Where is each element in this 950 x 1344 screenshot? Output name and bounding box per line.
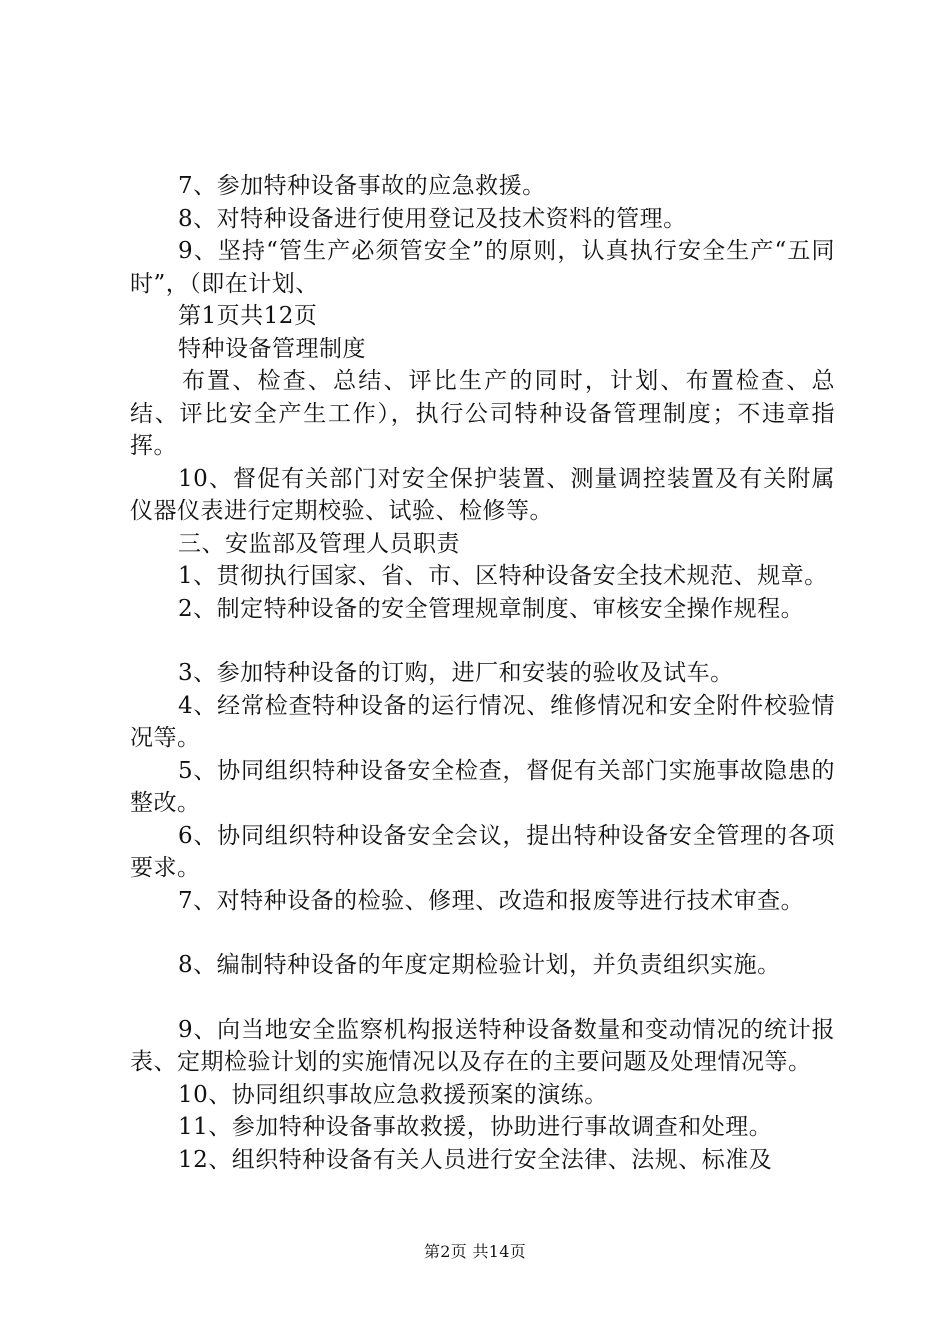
section-title: 特种设备管理制度 — [178, 335, 366, 362]
section-heading: 三、安监部及管理人员职责 — [178, 530, 460, 557]
paragraph: 3、参加特种设备的订购，进厂和安装的验收及试车。 — [178, 660, 734, 686]
paragraph: 10、督促有关部门对安全保护装置、测量调控装置及有关附属仪器仪表进行定期校验、试验、检修等。 — [130, 465, 835, 524]
paragraph: 1、贯彻执行国家、省、市、区特种设备安全技术规范、规章。 — [178, 563, 828, 589]
paragraph: 4、经常检查特种设备的运行情况、维修情况和安全附件校验情况等。 — [130, 692, 835, 751]
document-body — [130, 170, 835, 1176]
paragraph: 5、协同组织特种设备安全检查，督促有关部门实施事故隐患的整改。 — [130, 757, 835, 816]
page-footer: 第2页 共14页 — [423, 1242, 527, 1261]
paragraph: 9、坚持“管生产必须管安全”的原则，认真执行安全生产“五同时”，（即在计划、 — [130, 238, 835, 297]
paragraph: 7、对特种设备的检验、修理、改造和报废等进行技术审查。 — [178, 887, 805, 914]
paragraph: 12、组织特种设备有关人员进行安全法律、法规、标准及 — [178, 1146, 773, 1173]
paragraph: 11、参加特种设备事故救援，协助进行事故调查和处理。 — [178, 1114, 773, 1140]
paragraph: 2、制定特种设备的安全管理规章制度、审核安全操作规程。 — [178, 595, 805, 622]
inline-page-marker: 第1页共12页 — [178, 303, 318, 329]
paragraph: 9、向当地安全监察机构报送特种设备数量和变动情况的统计报表、定期检验计划的实施情况以及存在的主要问题及处理情况等。 — [130, 1016, 835, 1075]
paragraph: 8、对特种设备进行使用登记及技术资料的管理。 — [178, 205, 687, 232]
paragraph: 6、协同组织特种设备安全会议，提出特种设备安全管理的各项要求。 — [130, 822, 835, 881]
paragraph: 7、参加特种设备事故的应急救援。 — [178, 173, 546, 199]
paragraph: 10、协同组织事故应急救援预案的演练。 — [178, 1081, 608, 1108]
paragraph: 布置、检查、总结、评比生产的同时，计划、布置检查、总结、评比安全产生工作），执行公司特种设备管理制度；不违章指挥。 — [130, 368, 835, 459]
paragraph: 8、编制特种设备的年度定期检验计划，并负责组织实施。 — [178, 952, 781, 978]
